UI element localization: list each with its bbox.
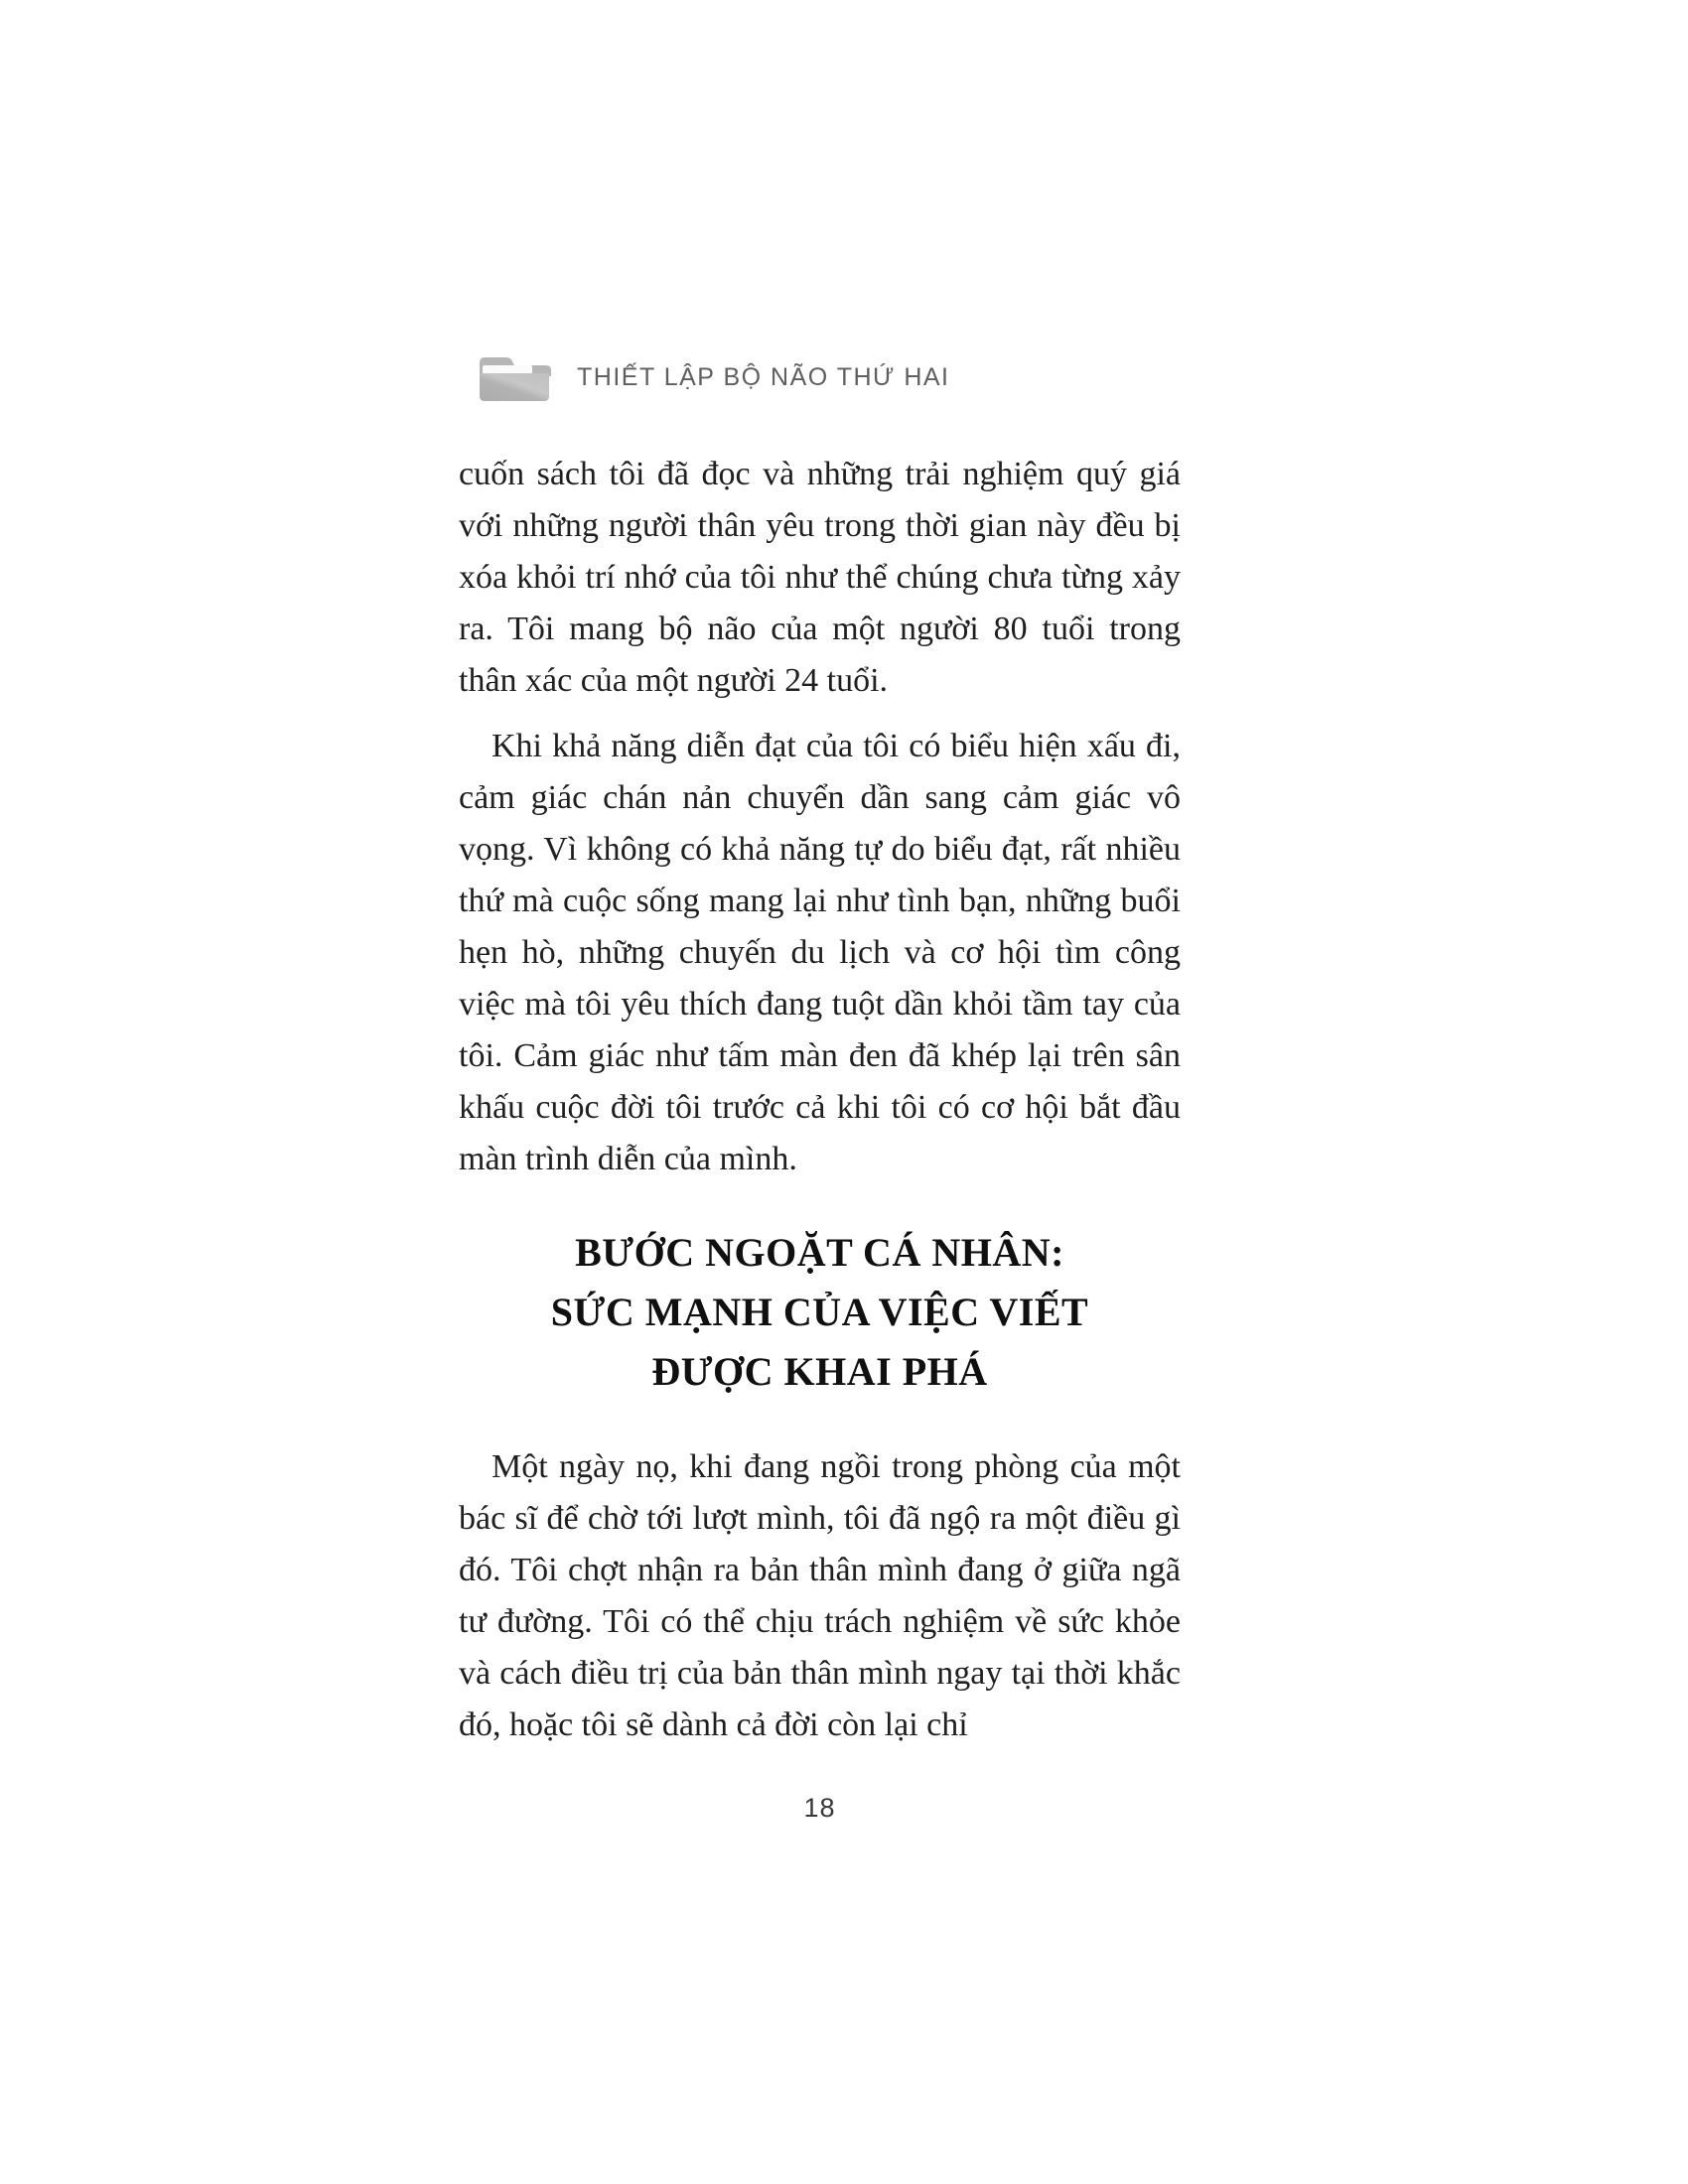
paragraph: Một ngày nọ, khi đang ngồi trong phòng của một bác sĩ để chờ tới lượt mình, tôi đã ngộ ra một điều gì đó. Tôi chợt nhận ra bản thân mình đang ở giữa ngã tư đường. Tôi có thể chịu trách nghiệm về sức khỏe và cách điều trị của bản thân mình ngay tại thời khắc đó, hoặc tôi sẽ dành cả đời còn lại chỉ <box>459 1448 1181 1743</box>
running-head <box>478 353 950 402</box>
section-heading-line: BƯỚC NGOẶT CÁ NHÂN: <box>575 1230 1064 1275</box>
folder-icon <box>478 353 551 402</box>
paragraph: cuốn sách tôi đã đọc và những trải nghiệm quý giá với những người thân yêu trong thời gian này đều bị xóa khỏi trí nhớ của tôi như thể chúng chưa từng xảy ra. Tôi mang bộ não của một người 80 tuổi trong thân xác của một người 24 tuổi. <box>459 456 1181 699</box>
section-heading-line: SỨC MẠNH CỦA VIỆC VIẾT <box>550 1290 1089 1334</box>
paragraph: Khi khả năng diễn đạt của tôi có biểu hiện xấu đi, cảm giác chán nản chuyển dần sang cảm giác vô vọng. Vì không có khả năng tự do biểu đạt, rất nhiều thứ mà cuộc sống mang lại như tình bạn, những buổi hẹn hò, những chuyến du lịch và cơ hội tìm công việc mà tôi yêu thích đang tuột dần khỏi tầm tay của tôi. Cảm giác như tấm màn đen đã khép lại trên sân khấu cuộc đời tôi trước cả khi tôi có cơ hội bắt đầu màn trình diễn của mình. <box>459 728 1181 1177</box>
section-heading-line: ĐƯỢC KHAI PHÁ <box>651 1349 988 1394</box>
page-number: 18 <box>803 1793 836 1823</box>
text-column <box>459 449 1181 1765</box>
section-heading <box>459 1223 1181 1402</box>
running-head-title: THIẾT LẬP BỘ NÃO THỨ HAI <box>577 363 950 391</box>
